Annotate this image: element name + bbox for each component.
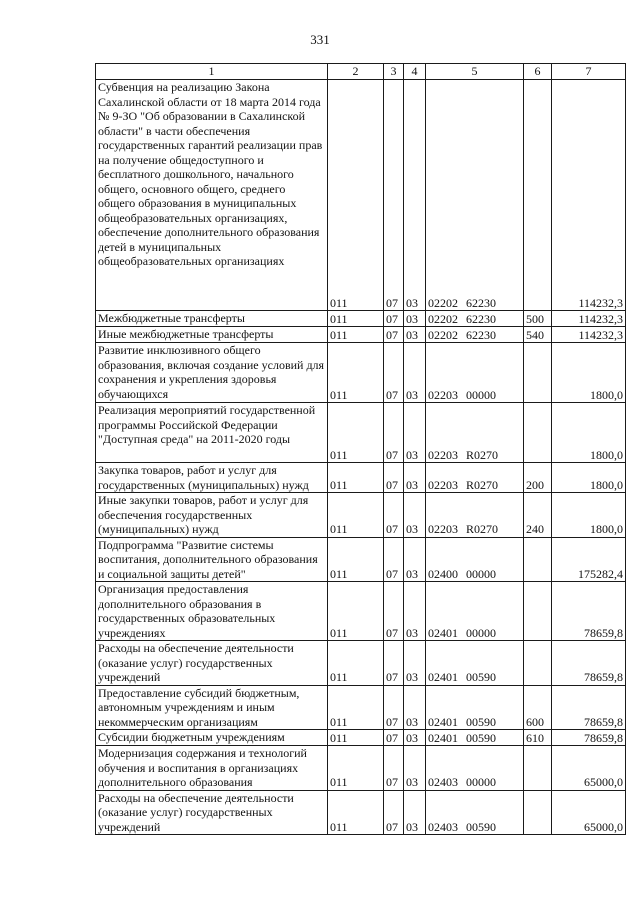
row-col5 [426, 582, 524, 641]
row-col7: 78659,8 [552, 582, 626, 641]
table-row [96, 463, 626, 493]
row-col4: 03 [404, 343, 426, 403]
row-col7: 175282,4 [552, 537, 626, 582]
row-col3: 07 [384, 327, 404, 343]
header-cell: 3 [384, 64, 404, 80]
row-col6 [524, 582, 552, 641]
row-col5-program: 02401 [428, 730, 458, 745]
row-col5 [426, 685, 524, 730]
row-col4: 03 [404, 80, 426, 311]
row-col2: 011 [328, 537, 384, 582]
row-name: Модернизация содержания и технологий обучения и воспитания в организациях дополнительного образования [96, 746, 328, 791]
header-cell: 1 [96, 64, 328, 80]
table-row [96, 493, 626, 538]
row-col5-direction: 00000 [466, 625, 496, 640]
row-col6 [524, 746, 552, 791]
row-name: Иные межбюджетные трансферты [96, 327, 328, 343]
row-col7: 78659,8 [552, 730, 626, 746]
row-col3: 07 [384, 641, 404, 686]
row-col5-direction: R0270 [466, 447, 499, 462]
row-col5-program: 02401 [428, 714, 458, 729]
row-col2: 011 [328, 463, 384, 493]
row-col7: 1800,0 [552, 403, 626, 463]
row-col6: 240 [524, 493, 552, 538]
row-col5-program: 02403 [428, 775, 458, 789]
row-col7: 114232,3 [552, 327, 626, 343]
table-row [96, 80, 626, 311]
row-col2: 011 [328, 403, 384, 463]
header-row [96, 64, 626, 80]
row-col3: 07 [384, 790, 404, 835]
row-col6: 200 [524, 463, 552, 493]
row-col6 [524, 403, 552, 463]
row-col2: 011 [328, 493, 384, 538]
row-name: Субвенция на реализацию Закона Сахалинской области от 18 марта 2014 года № 9-ЗО "Об образовании в Сахалинской области" в части обеспечения государственных гарантий реализации прав на получение общедоступного и бесплатного дошкольного, начального общего, основного общего, среднего общего образования в муниципальных общеобразовательных организациях, обеспечение дополнительного образования детей в муниципальных общеобразовательных организациях [96, 80, 328, 311]
row-col2: 011 [328, 730, 384, 746]
row-col5-direction: 00000 [466, 387, 496, 402]
row-col2: 011 [328, 746, 384, 791]
header-cell: 2 [328, 64, 384, 80]
row-col6: 600 [524, 685, 552, 730]
row-col5-program: 02401 [428, 670, 458, 684]
row-name: Расходы на обеспечение деятельности (оказание услуг) государственных учреждений [96, 641, 328, 686]
row-col5 [426, 641, 524, 686]
row-col7: 65000,0 [552, 746, 626, 791]
table-row [96, 403, 626, 463]
row-col4: 03 [404, 582, 426, 641]
row-col5-program: 02203 [428, 447, 458, 462]
row-col5 [426, 537, 524, 582]
row-name: Подпрограмма "Развитие системы воспитания, дополнительного образования и социальной защиты детей" [96, 537, 328, 582]
row-col6 [524, 537, 552, 582]
row-name: Развитие инклюзивного общего образования, включая создание условий для сохранения и укрепления здоровья обучающихся [96, 343, 328, 403]
row-col5-program: 02203 [428, 522, 458, 536]
row-col5 [426, 746, 524, 791]
row-name: Расходы на обеспечение деятельности (оказание услуг) государственных учреждений [96, 790, 328, 835]
row-col5-direction: 62230 [466, 327, 496, 342]
row-col2: 011 [328, 685, 384, 730]
row-col5 [426, 343, 524, 403]
row-col4: 03 [404, 311, 426, 327]
table-row [96, 641, 626, 686]
row-col5-program: 02403 [428, 819, 458, 834]
row-col3: 07 [384, 746, 404, 791]
row-col5-direction: 00590 [466, 819, 496, 834]
row-col4: 03 [404, 403, 426, 463]
table-row [96, 582, 626, 641]
row-col5-direction: 00590 [466, 730, 496, 745]
row-col7: 78659,8 [552, 685, 626, 730]
row-col7: 1800,0 [552, 493, 626, 538]
row-col3: 07 [384, 730, 404, 746]
row-col5-program: 02401 [428, 625, 458, 640]
table-row [96, 746, 626, 791]
row-col5 [426, 403, 524, 463]
row-col4: 03 [404, 537, 426, 582]
row-name: Организация предоставления дополнительного образования в государственных образовательных учреждениях [96, 582, 328, 641]
budget-table [95, 63, 626, 835]
row-col3: 07 [384, 80, 404, 311]
row-col4: 03 [404, 746, 426, 791]
row-col3: 07 [384, 685, 404, 730]
row-col4: 03 [404, 641, 426, 686]
row-col6 [524, 641, 552, 686]
row-col3: 07 [384, 343, 404, 403]
row-col2: 011 [328, 582, 384, 641]
row-col2: 011 [328, 80, 384, 311]
row-name: Межбюджетные трансферты [96, 311, 328, 327]
table-row [96, 685, 626, 730]
row-col5-direction: R0270 [466, 522, 499, 536]
row-col2: 011 [328, 327, 384, 343]
table-row [96, 327, 626, 343]
row-col7: 114232,3 [552, 80, 626, 311]
row-col5 [426, 463, 524, 493]
row-col3: 07 [384, 463, 404, 493]
table-row [96, 730, 626, 746]
row-col7: 1800,0 [552, 343, 626, 403]
row-col6: 500 [524, 311, 552, 327]
row-col5 [426, 80, 524, 311]
row-col5-direction: 62230 [466, 311, 496, 326]
row-name: Иные закупки товаров, работ и услуг для обеспечения государственных (муниципальных) нужд [96, 493, 328, 538]
row-col5-direction: 00000 [466, 775, 496, 789]
row-col4: 03 [404, 685, 426, 730]
header-cell: 5 [426, 64, 524, 80]
row-col7: 65000,0 [552, 790, 626, 835]
table-row [96, 311, 626, 327]
row-name: Реализация мероприятий государственной программы Российской Федерации "Доступная среда" на 2011-2020 годы [96, 403, 328, 463]
row-col4: 03 [404, 730, 426, 746]
row-col7: 114232,3 [552, 311, 626, 327]
row-col4: 03 [404, 493, 426, 538]
row-col3: 07 [384, 493, 404, 538]
row-col4: 03 [404, 790, 426, 835]
row-col3: 07 [384, 582, 404, 641]
header-cell: 4 [404, 64, 426, 80]
row-name: Предоставление субсидий бюджетным, автономным учреждениям и иным некоммерческим организациям [96, 685, 328, 730]
row-col5 [426, 327, 524, 343]
row-col5-program: 02202 [428, 327, 458, 342]
row-name: Закупка товаров, работ и услуг для государственных (муниципальных) нужд [96, 463, 328, 493]
row-col3: 07 [384, 403, 404, 463]
header-cell: 6 [524, 64, 552, 80]
row-col5-direction: R0270 [466, 477, 499, 492]
table-row [96, 537, 626, 582]
row-col7: 1800,0 [552, 463, 626, 493]
row-col6 [524, 80, 552, 311]
row-col5-program: 02203 [428, 387, 458, 402]
row-col5-direction: 62230 [466, 295, 496, 310]
row-col2: 011 [328, 641, 384, 686]
row-col2: 011 [328, 790, 384, 835]
row-col7: 78659,8 [552, 641, 626, 686]
row-col3: 07 [384, 537, 404, 582]
row-col5-program: 02202 [428, 295, 458, 310]
page-number: 331 [310, 32, 330, 47]
row-col5-program: 02203 [428, 477, 458, 492]
row-col2: 011 [328, 343, 384, 403]
table-body [96, 64, 626, 835]
row-col5 [426, 311, 524, 327]
row-name: Субсидии бюджетным учреждениям [96, 730, 328, 746]
row-col6: 610 [524, 730, 552, 746]
table-row [96, 790, 626, 835]
row-col4: 03 [404, 463, 426, 493]
row-col5-program: 02202 [428, 311, 458, 326]
row-col5-direction: 00590 [466, 670, 496, 684]
row-col6 [524, 790, 552, 835]
row-col5-direction: 00590 [466, 714, 496, 729]
table-row [96, 343, 626, 403]
row-col5-direction: 00000 [466, 566, 496, 581]
row-col3: 07 [384, 311, 404, 327]
row-col5 [426, 790, 524, 835]
row-col2: 011 [328, 311, 384, 327]
row-col4: 03 [404, 327, 426, 343]
row-col5 [426, 493, 524, 538]
row-col5-program: 02400 [428, 566, 458, 581]
row-col6 [524, 343, 552, 403]
row-col5 [426, 730, 524, 746]
header-cell: 7 [552, 64, 626, 80]
row-col6: 540 [524, 327, 552, 343]
